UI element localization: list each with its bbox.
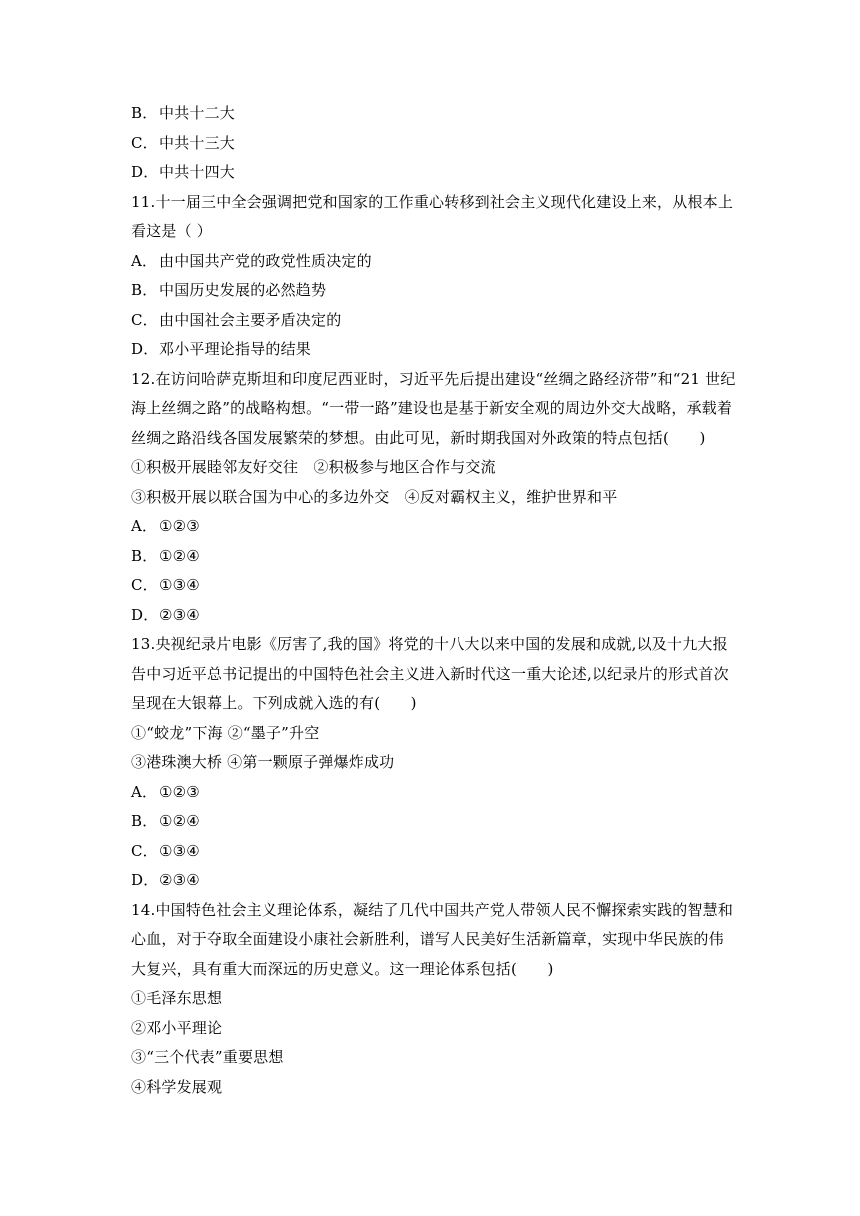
text-line xyxy=(131,217,731,247)
option-text: 中共十二大 xyxy=(159,104,236,122)
option-letter: A． xyxy=(131,517,158,535)
answer-option xyxy=(131,866,731,896)
option-letter: D． xyxy=(131,340,159,358)
option-text: ①②③ xyxy=(159,517,200,535)
text-line xyxy=(131,188,734,218)
answer-option xyxy=(131,542,731,572)
answer-option xyxy=(131,276,731,306)
line-text: 大复兴，具有重大而深远的历史意义。这一理论体系包括( ) xyxy=(131,959,554,978)
option-text: ①②④ xyxy=(159,546,200,565)
text-line xyxy=(131,394,731,424)
text-line xyxy=(131,453,731,483)
option-letter: C． xyxy=(131,310,158,329)
option-letter: A． xyxy=(131,782,158,801)
option-text: 邓小平理论指导的结果 xyxy=(159,340,312,358)
option-letter: B． xyxy=(131,812,158,830)
answer-option xyxy=(131,129,731,159)
option-text: 中共十四大 xyxy=(159,163,236,181)
answer-option xyxy=(131,807,731,837)
text-line xyxy=(131,630,731,660)
line-text: 12.在访问哈萨克斯坦和印度尼西亚时，习近平先后提出建设“丝绸之路经济带”和“21 世纪 xyxy=(131,369,736,388)
answer-option xyxy=(131,306,731,336)
text-line xyxy=(131,748,731,778)
option-letter: C． xyxy=(131,841,158,860)
answer-option xyxy=(131,601,731,631)
option-text: ②③④ xyxy=(159,605,200,624)
option-text: ①②③ xyxy=(159,782,200,801)
text-line xyxy=(131,925,731,955)
text-line xyxy=(131,896,734,926)
option-letter: D． xyxy=(131,163,159,181)
answer-option xyxy=(131,512,731,542)
answer-option xyxy=(131,837,731,867)
answer-option xyxy=(131,571,731,601)
text-line xyxy=(131,365,736,395)
option-letter: D． xyxy=(131,605,159,624)
option-letter: B． xyxy=(131,104,158,122)
text-line xyxy=(131,955,731,985)
line-text: 告中习近平总书记提出的中国特色社会主义进入新时代这一重大论述,以纪录片的形式首次 xyxy=(131,664,729,683)
answer-option xyxy=(131,247,731,277)
text-line xyxy=(131,1073,731,1103)
option-text: 由中国共产党的政党性质决定的 xyxy=(159,251,372,270)
line-text: 海上丝绸之路”的战略构想。“一带一路”建设也是基于新安全观的周边外交大战略，承载着 xyxy=(131,399,733,417)
text-line xyxy=(131,1043,731,1073)
line-text: 心血，对于夺取全面建设小康社会新胜利，谱写人民美好生活新篇章，实现中华民族的伟 xyxy=(131,930,724,948)
option-text: 由中国社会主要矛盾决定的 xyxy=(159,310,342,329)
text-line xyxy=(131,984,731,1014)
line-text: ③“三个代表”重要思想 xyxy=(131,1048,284,1066)
answer-option xyxy=(131,158,731,188)
answer-option xyxy=(131,335,731,365)
option-text: ①②④ xyxy=(159,812,200,830)
option-letter: B． xyxy=(131,546,158,565)
line-text: ②邓小平理论 xyxy=(131,1018,223,1037)
line-text: 11.十一届三中全会强调把党和国家的工作重心转移到社会主义现代化建设上来，从根本上 xyxy=(131,192,734,211)
line-text: ③港珠澳大桥 ④第一颗原子弹爆炸成功 xyxy=(131,753,395,771)
option-text: ①③④ xyxy=(159,841,200,860)
text-line xyxy=(131,483,731,513)
document-content xyxy=(131,99,736,1102)
text-line xyxy=(131,689,731,719)
text-line xyxy=(131,1014,731,1044)
line-text: ①积极开展睦邻友好交往 ②积极参与地区合作与交流 xyxy=(131,458,496,476)
option-letter: C． xyxy=(131,576,158,594)
line-text: 13.央视纪录片电影《厉害了,我的国》将党的十八大以来中国的发展和成就,以及十九大报 xyxy=(131,635,728,653)
option-letter: A． xyxy=(131,251,158,270)
answer-option xyxy=(131,778,731,808)
line-text: 呈现在大银幕上。下列成就入选的有( ) xyxy=(131,694,417,712)
option-text: ①③④ xyxy=(159,576,200,594)
line-text: ④科学发展观 xyxy=(131,1077,223,1096)
line-text: ①毛泽东思想 xyxy=(131,989,223,1007)
line-text: 丝绸之路沿线各国发展繁荣的梦想。由此可见，新时期我国对外政策的特点包括( ) xyxy=(131,428,706,447)
option-letter: B． xyxy=(131,281,158,299)
line-text: 看这是（ ） xyxy=(131,222,212,240)
text-line xyxy=(131,719,731,749)
line-text: ③积极开展以联合国为中心的多边外交 ④反对霸权主义，维护世界和平 xyxy=(131,487,618,506)
answer-option xyxy=(131,99,731,129)
text-line xyxy=(131,660,731,690)
line-text: 14.中国特色社会主义理论体系，凝结了几代中国共产党人带领人民不懈探索实践的智慧和 xyxy=(131,900,734,919)
text-line xyxy=(131,424,731,454)
line-text: ①“蛟龙”下海 ②“墨子”升空 xyxy=(131,723,320,742)
option-letter: C． xyxy=(131,133,158,152)
option-text: ②③④ xyxy=(159,871,200,889)
option-letter: D． xyxy=(131,871,159,889)
option-text: 中国历史发展的必然趋势 xyxy=(159,281,327,299)
option-text: 中共十三大 xyxy=(159,133,236,152)
